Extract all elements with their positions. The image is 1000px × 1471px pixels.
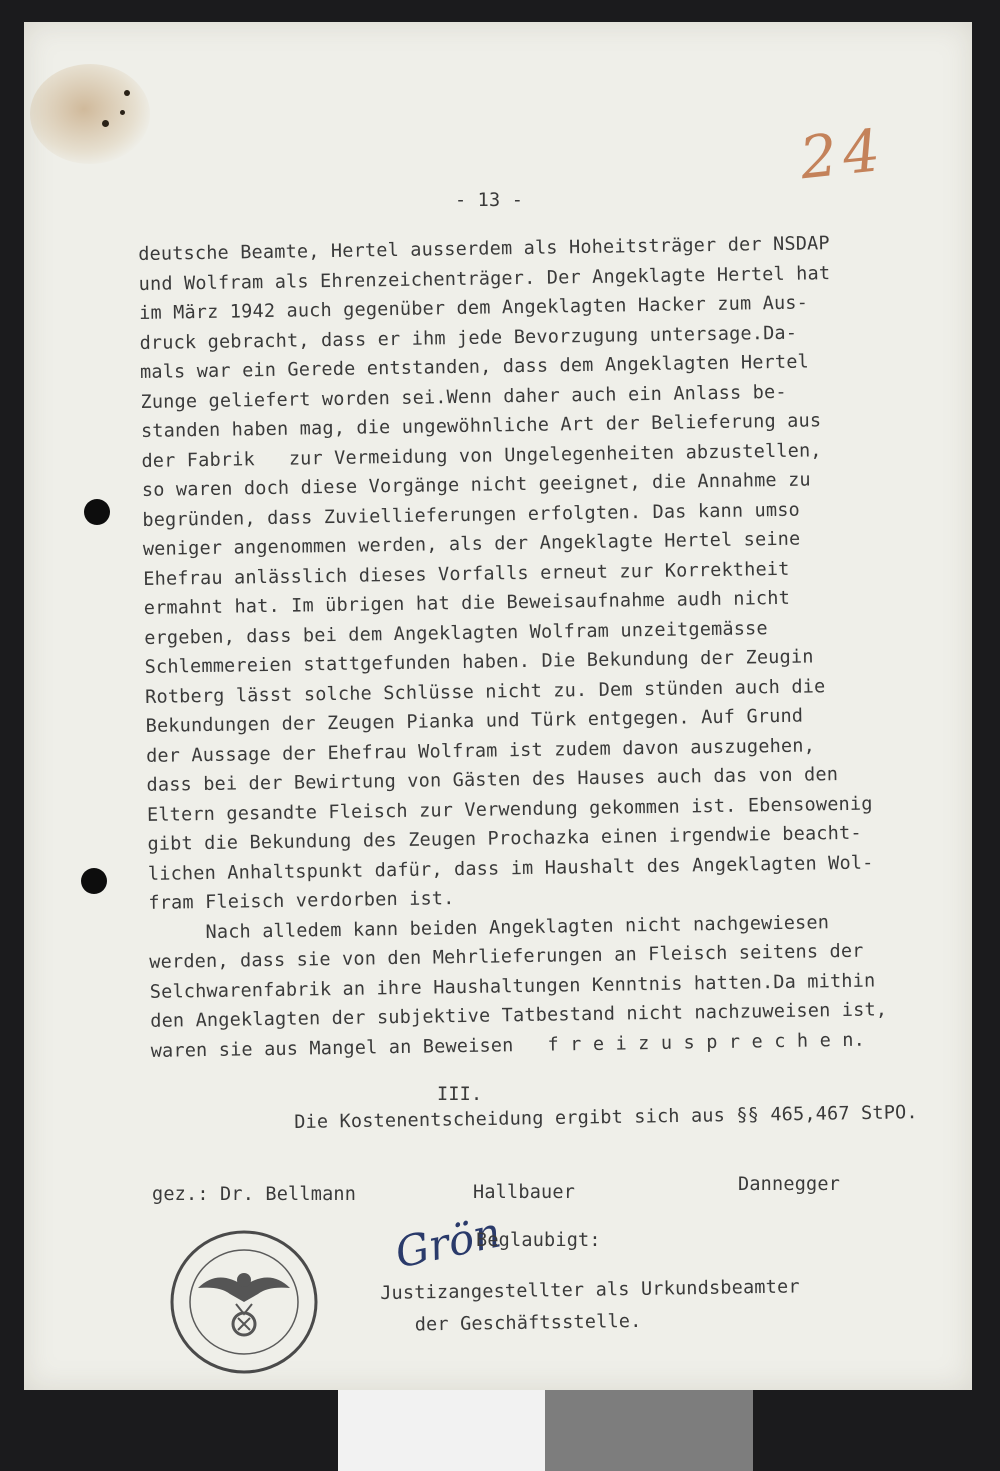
body-line: ermahnt hat. Im übrigen hat die Beweisaufnahme audh nicht [143, 587, 791, 619]
body-line: und Wolfram als Ehrenzeichenträger. Der Angeklagte Hertel hat [138, 262, 831, 295]
body-line: Ehefrau anlässlich dieses Vorfalls erneut zur Korrektheit [143, 558, 790, 590]
body-line: so waren doch diese Vorgänge nicht geeignet, die Annahme zu [141, 469, 811, 501]
body-line: Selchwarenfabrik an ihre Haushaltungen Kenntnis hatten.Da mithin [149, 970, 876, 1003]
body-line: standen haben mag, die ungewöhnliche Art der Belieferung aus [140, 410, 822, 442]
body-line: mals war ein Gerede entstanden, dass dem Angeklagten Hertel [139, 351, 810, 383]
water-stain [30, 64, 150, 164]
body-line: lichen Anhaltspunkt dafür, dass im Haushalt des Angeklagten Wol- [147, 852, 874, 885]
clerk-line: Justizangestellter als Urkundsbeamter [380, 1276, 800, 1304]
body-line: weniger angenommen werden, als der Angeklagte Hertel seine [142, 528, 801, 560]
certification-label: Beglaubigt: [476, 1230, 601, 1251]
body-line: im März 1942 auch gegenüber dem Angeklagten Hacker zum Aus- [138, 292, 809, 324]
body-line: waren sie aus Mangel an Beweisen f r e i z u s p r e c h e n. [150, 1029, 866, 1062]
color-card-gray [545, 1390, 753, 1471]
speck [102, 120, 109, 127]
signature-dannegger: Dannegger [738, 1174, 841, 1195]
page-number: - 13 - [455, 190, 524, 211]
body-line: Eltern gesandte Fleisch zur Verwendung gekommen ist. Ebensowenig [146, 793, 873, 826]
body-line: Zunge geliefert worden sei.Wenn daher auch ein Anlass be- [140, 381, 787, 413]
punch-hole [84, 499, 110, 525]
section-numeral: III. [437, 1084, 483, 1105]
body-line: druck gebracht, dass er ihm jede Bevorzugung untersage.Da- [139, 322, 798, 354]
body-line: werden, dass sie von den Mehrlieferungen an Fleisch seitens der [149, 940, 864, 973]
color-card-white [338, 1390, 545, 1471]
costs-decision: Die Kostenentscheidung ergibt sich aus §§ 465,467 StPO. [294, 1102, 918, 1133]
clerk-title [380, 1271, 800, 1342]
speck [120, 110, 125, 115]
body-line: deutsche Beamte, Hertel ausserdem als Hoheitsträger der NSDAP [138, 233, 830, 265]
body-line: Nach alledem kann beiden Angeklagten nicht nachgewiesen [148, 911, 830, 944]
clerk-line: der Geschäftsstelle. [380, 1310, 642, 1336]
speck [124, 90, 130, 96]
body-line: der Aussage der Ehefrau Wolfram ist zudem davon auszugehen, [145, 734, 816, 767]
handwritten-signature: Grön [391, 1207, 505, 1278]
court-stamp [168, 1228, 320, 1376]
body-line: der Fabrik zur Vermeidung von Ungelegenheiten abzustellen, [141, 439, 822, 472]
body-text [138, 228, 888, 1065]
body-line: den Angeklagten der subjektive Tatbestand nicht nachzuweisen ist, [150, 999, 888, 1032]
archive-number: 24 [796, 115, 890, 193]
signature-hallbauer: Hallbauer [473, 1182, 576, 1203]
body-line: begründen, dass Zuviellieferungen erfolgten. Das kann umso [142, 499, 801, 531]
body-line: dass bei der Bewirtung von Gästen des Hauses auch das von den [146, 764, 839, 796]
punch-hole [81, 868, 107, 894]
body-line: ergeben, dass bei dem Angeklagten Wolfram unzeitgemässe [144, 617, 768, 649]
body-line: Rotberg lässt solche Schlüsse nicht zu. Dem stünden auch die [145, 675, 826, 708]
body-line: Schlemmereien stattgefunden haben. Die Bekundung der Zeugin [144, 646, 814, 678]
body-line: fram Fleisch verdorben ist. [148, 888, 455, 914]
body-line: gibt die Bekundung des Zeugen Prochazka einen irgendwie beacht- [147, 822, 862, 855]
signature-bellmann: gez.: Dr. Bellmann [152, 1184, 357, 1205]
body-line: Bekundungen der Zeugen Pianka und Türk entgegen. Auf Grund [145, 705, 804, 737]
